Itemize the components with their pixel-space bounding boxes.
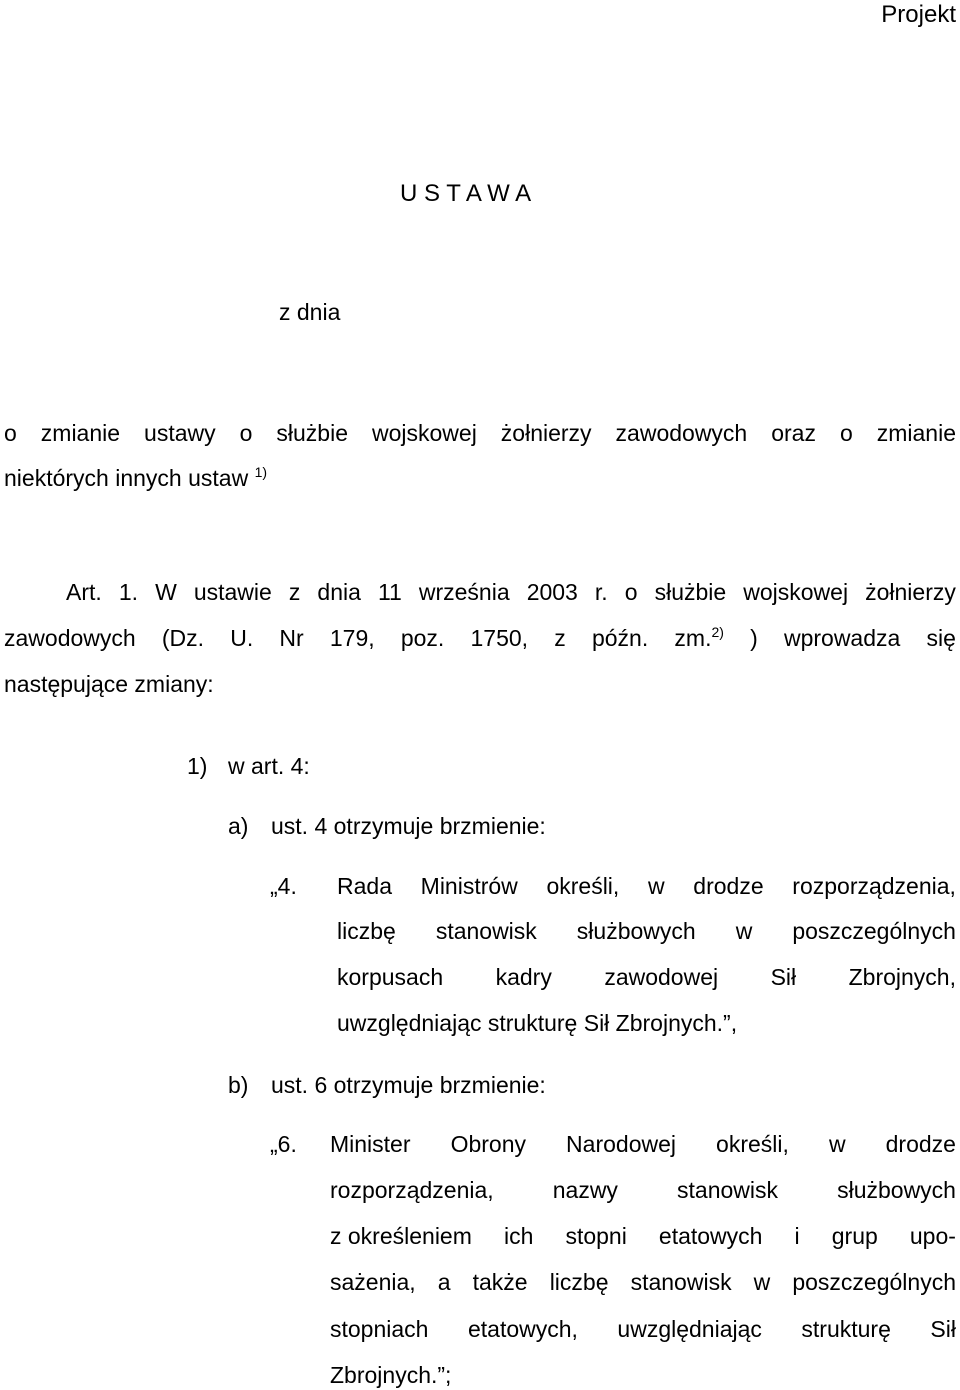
word: poz.: [400, 625, 445, 651]
date-line: z dnia: [279, 299, 341, 325]
word: a: [437, 1269, 451, 1295]
para-6-line-1: [330, 1130, 956, 1158]
lit-b-text: ust. 6 otrzymuje brzmienie:: [271, 1072, 546, 1098]
word: zmianie: [876, 420, 956, 446]
word: wojskowej: [743, 579, 849, 605]
word: drodze: [693, 873, 764, 899]
para-4-line-2: [337, 917, 956, 945]
word: 2003: [526, 579, 578, 605]
word: o: [624, 579, 638, 605]
word: żołnierzy: [500, 420, 592, 446]
word: etatowych,: [467, 1316, 578, 1342]
word: służbie: [276, 420, 348, 446]
word: liczbę: [549, 1269, 609, 1295]
word: się: [926, 625, 956, 651]
word: stanowisk: [677, 1177, 778, 1203]
word: i: [794, 1223, 800, 1249]
word: z określeniem: [330, 1223, 472, 1249]
para-6-line-2: [330, 1176, 956, 1204]
lit-a-text: ust. 4 otrzymuje brzmienie:: [271, 813, 546, 839]
word: stopni: [565, 1223, 627, 1249]
word: ich: [503, 1223, 534, 1249]
word: Narodowej: [566, 1131, 676, 1157]
word-with-footnote: [674, 624, 724, 652]
word: zmianie: [40, 420, 121, 446]
projekt-label: Projekt: [881, 1, 956, 28]
word: Zbrojnych,: [848, 964, 956, 990]
para-4-number: „4.: [270, 873, 297, 899]
word: stopniach: [330, 1316, 429, 1342]
word: uwzględniając: [617, 1316, 762, 1342]
word: korpusach: [337, 964, 444, 990]
word: zawodowych: [615, 420, 748, 446]
word: zm.: [674, 625, 712, 651]
word: w: [735, 918, 753, 944]
word: stanowisk: [630, 1269, 732, 1295]
word: Sił: [770, 964, 797, 990]
word: dnia: [317, 579, 361, 605]
word: służbowych: [837, 1177, 956, 1203]
word: z: [288, 579, 301, 605]
word: Art.: [66, 579, 102, 605]
word: Nr: [279, 625, 304, 651]
word: o: [239, 420, 253, 446]
footnote-ref-2: 2): [711, 624, 724, 640]
word: wprowadza: [783, 625, 901, 651]
word: etatowych: [658, 1223, 763, 1249]
document-type-title: U S T A W A: [400, 180, 532, 207]
word: Sił: [930, 1316, 956, 1342]
footnote-ref-1: 1): [254, 464, 268, 480]
word: upo-: [909, 1223, 956, 1249]
word: poszczególnych: [792, 1269, 956, 1295]
word: poszczególnych: [792, 918, 956, 944]
word: Ministrów: [420, 873, 518, 899]
para-4-line-4: uwzględniając strukturę Sił Zbrojnych.”,: [337, 1010, 738, 1036]
subject-line-1: [4, 419, 956, 447]
word: określi,: [546, 873, 620, 899]
word: Obrony: [450, 1131, 526, 1157]
word: żołnierzy: [865, 579, 956, 605]
para-6-line-6: Zbrojnych.”;: [330, 1362, 452, 1388]
article1-line-2: [4, 624, 956, 652]
word: Minister: [330, 1131, 411, 1157]
point-1-text: w art. 4:: [228, 753, 310, 779]
subject-line-2: [4, 464, 267, 492]
word: rozporządzenia,: [792, 873, 956, 899]
word: ): [750, 625, 758, 651]
word: o: [4, 420, 17, 446]
para-6-number: „6.: [270, 1131, 297, 1157]
word: ustawy: [144, 420, 216, 446]
word: także: [472, 1269, 528, 1295]
word: służbie: [654, 579, 727, 605]
word: oraz: [771, 420, 816, 446]
para-6-line-3: [330, 1222, 956, 1250]
word: drodze: [885, 1131, 956, 1157]
subject-text: niektórych innych ustaw: [4, 465, 249, 491]
word: rozporządzenia,: [330, 1177, 494, 1203]
word: 11: [377, 579, 402, 605]
word: służbowych: [576, 918, 696, 944]
word: sażenia,: [330, 1269, 416, 1295]
word: z: [554, 625, 566, 651]
word: zawodowych: [4, 625, 136, 651]
word: Rada: [337, 873, 392, 899]
word: W: [155, 579, 177, 605]
para-4-line-3: [337, 963, 956, 991]
word: w: [828, 1131, 846, 1157]
article1-line-3: następujące zmiany:: [4, 671, 214, 697]
para-4-line-1: [337, 872, 956, 900]
word: wojskowej: [371, 420, 477, 446]
word: 179,: [329, 625, 375, 651]
lit-b-marker: b): [228, 1072, 249, 1098]
word: o: [839, 420, 853, 446]
word: zawodowej: [604, 964, 719, 990]
word: września: [418, 579, 510, 605]
word: nazwy: [552, 1177, 618, 1203]
word: r.: [594, 579, 608, 605]
word: stanowisk: [435, 918, 537, 944]
word: określi,: [716, 1131, 789, 1157]
word: grup: [831, 1223, 878, 1249]
point-1-number: 1): [187, 753, 208, 779]
word: (Dz.: [161, 625, 205, 651]
word: 1.: [118, 579, 139, 605]
word: w: [753, 1269, 771, 1295]
word: U.: [230, 625, 254, 651]
word: 1750,: [470, 625, 529, 651]
para-6-line-4: [330, 1268, 956, 1296]
word: liczbę: [337, 918, 396, 944]
lit-a-marker: a): [228, 813, 249, 839]
word: późn.: [591, 625, 649, 651]
word: strukturę: [801, 1316, 891, 1342]
para-6-line-5: [330, 1315, 956, 1343]
word: ustawie: [193, 579, 272, 605]
word: kadry: [495, 964, 552, 990]
word: w: [647, 873, 665, 899]
article1-line-1: [66, 578, 956, 606]
